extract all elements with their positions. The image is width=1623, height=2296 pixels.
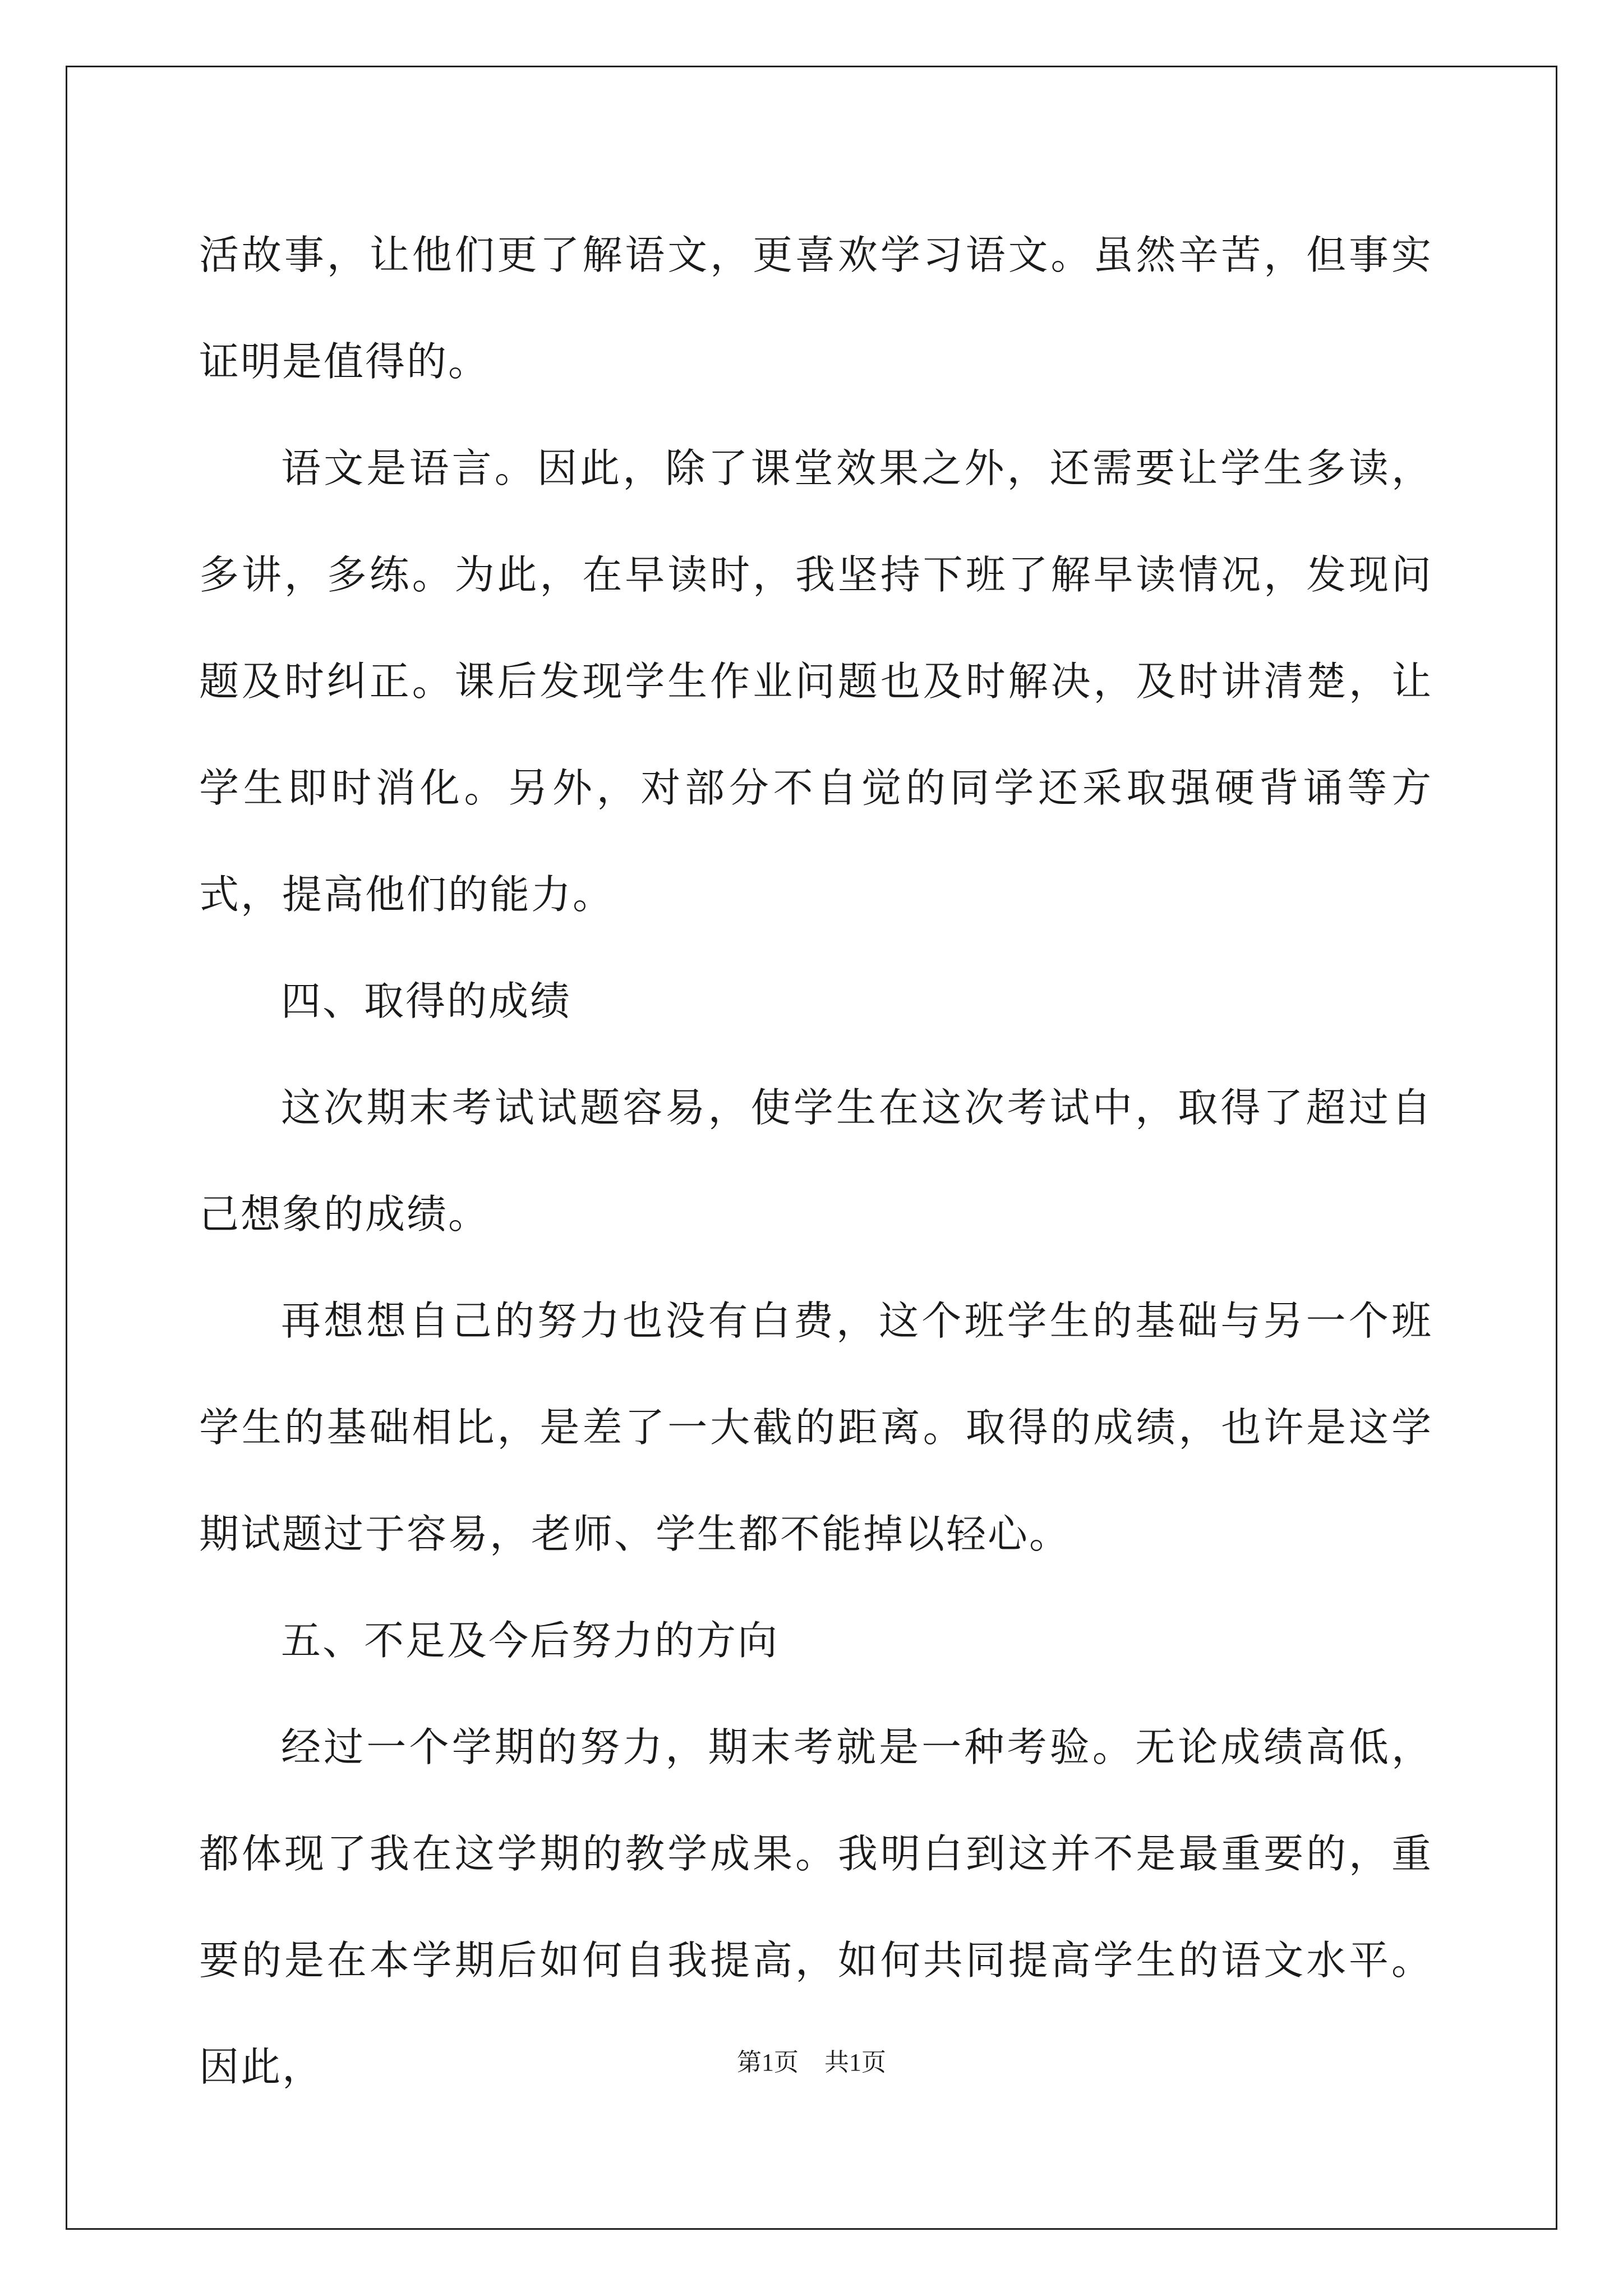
section-heading: 五、不足及今后努力的方向 (281, 1617, 780, 1664)
paragraph: 再想想自己的努力也没有白费，这个班学生的基础与另一个班学生的基础相比，是差了一大截的距离。取得的成绩，也许是这学期试题过于容易，老师、学生都不能掉以轻心。 (199, 1297, 1433, 1557)
document-body (199, 202, 1433, 2120)
page-footer (0, 2042, 1623, 2078)
section-heading: 四、取得的成绩 (281, 978, 572, 1024)
page-total: 共1页 (824, 2049, 886, 2076)
paragraph: 语文是语言。因此，除了课堂效果之外，还需要让学生多读，多讲，多练。为此，在早读时，我坚持下班了解早读情况，发现问题及时纠正。课后发现学生作业问题也及时解决，及时讲清楚，让学生即时消化。另外，对部分不自觉的同学还采取强硬背诵等方式，提高他们的能力。 (199, 445, 1433, 918)
paragraph: 活故事，让他们更了解语文，更喜欢学习语文。虽然辛苦，但事实证明是值得的。 (199, 232, 1433, 385)
paragraph: 这次期末考试试题容易，使学生在这次考试中，取得了超过自己想象的成绩。 (199, 1084, 1433, 1237)
paragraph: 经过一个学期的努力，期末考就是一种考验。无论成绩高低，都体现了我在这学期的教学成果。我明白到这并不是最重要的，重要的是在本学期后如何自我提高，如何共同提高学生的语文水平。因此， (199, 1724, 1433, 2090)
page-number: 第1页 (737, 2049, 799, 2076)
